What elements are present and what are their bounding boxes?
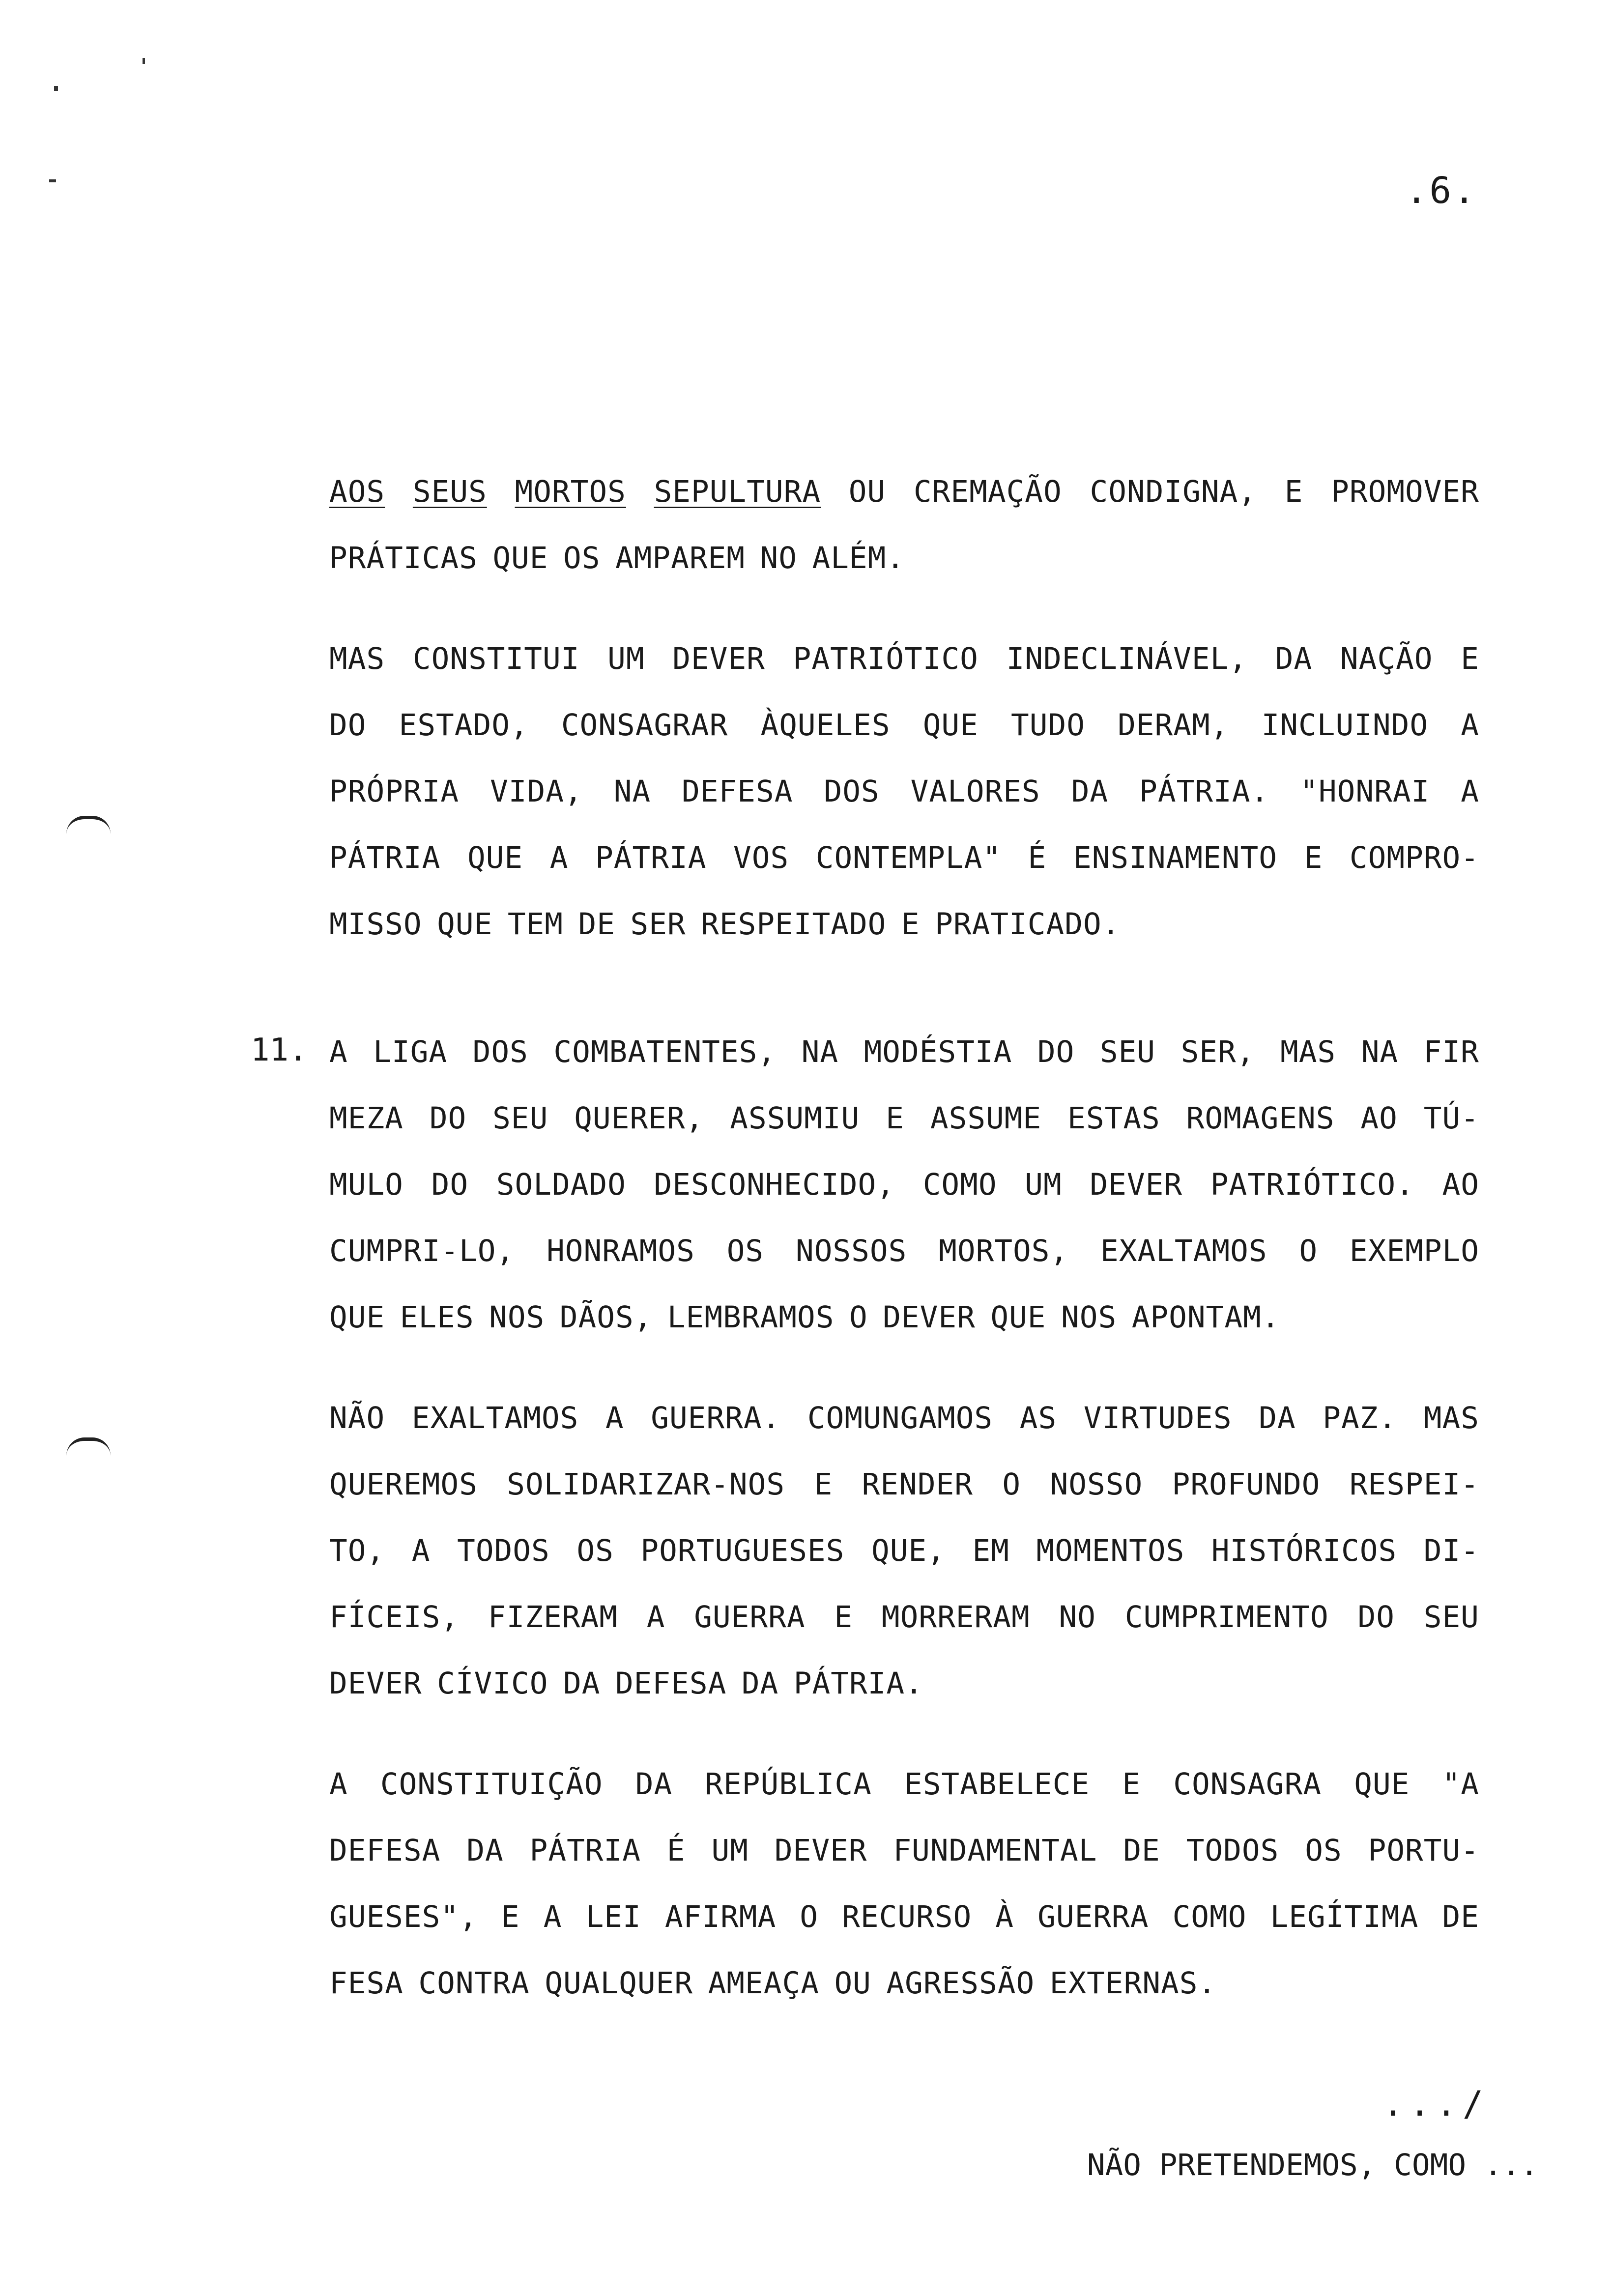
word: EM [972,1533,1009,1568]
text-line [329,708,1479,743]
word: NAÇÃO [1340,641,1433,676]
word: QUE [329,1300,385,1335]
word: DA [635,1767,673,1802]
word: DEVER [1090,1167,1183,1202]
word: ALÉM. [812,541,905,575]
text-line [329,840,1479,876]
word: CONSTITUI [412,641,580,676]
word: QUE [1354,1767,1410,1802]
word: PRÓPRIA [329,774,460,809]
text-line [329,1533,1479,1569]
word: O [1299,1234,1318,1268]
word: FÍCEIS, [329,1600,460,1635]
scan-speck [49,179,56,182]
word: CUMPRI-LO, [329,1234,515,1268]
word: PRÁTICAS [329,541,478,575]
word: ESTAS [1067,1101,1160,1136]
word: DA [1259,1401,1296,1435]
word: COMPRO- [1349,840,1479,875]
word: RESPEITADO [701,907,887,942]
word: NA [1361,1034,1399,1069]
text-line [329,1167,1479,1203]
word: VALORES [910,774,1040,809]
word: AGRESSÃO [886,1966,1035,2001]
word: É [666,1833,686,1868]
word: A [329,1767,348,1802]
word: DA [1071,774,1109,809]
word: ELES [400,1300,474,1335]
word: NO [760,541,797,575]
word: DE [1123,1833,1160,1868]
word: LEI [585,1899,641,1934]
word: MULO [329,1167,403,1202]
word: GUERRA [694,1600,806,1635]
word: LIGA [373,1034,448,1069]
text-line [329,1300,1280,1335]
word: DEVER [883,1300,976,1335]
word: ESTADO, [399,708,529,743]
word: CUMPRIMENTO [1124,1600,1329,1635]
word: QUE [990,1300,1046,1335]
word: QUE [437,907,493,942]
word: DEFESA [682,774,793,809]
word: NÃO [329,1401,385,1435]
word: NA [613,774,651,809]
word: AO [1360,1101,1398,1136]
word: EXEMPLO [1349,1234,1479,1268]
word: OS [726,1234,764,1268]
word: GUESES", [329,1899,478,1934]
word: E [1122,1767,1141,1802]
word: QUE, [871,1533,946,1568]
word: MORTOS, [939,1234,1069,1268]
word: MISSO [329,907,422,942]
word: DESCONHECIDO, [654,1167,895,1202]
word: E [814,1467,833,1502]
word: QUERER, [574,1101,704,1136]
word: AO [1442,1167,1479,1202]
word: GUERRA. [651,1401,781,1435]
word: NOS [489,1300,545,1335]
page-number: .6. [1406,170,1477,212]
word: CREMAÇÃO [913,474,1062,509]
word: DÃOS, [559,1300,653,1335]
word: DA [563,1666,601,1701]
word: DA [1275,641,1313,676]
word: E [1461,641,1479,676]
word: DO [431,1167,469,1202]
word: MAS [329,641,385,676]
text-line [329,774,1479,809]
word: PROMOVER [1331,474,1479,509]
word: APONTAM. [1131,1300,1280,1335]
word: DEVER [672,641,765,676]
word: SER [630,907,686,942]
word: QUE [922,708,979,743]
word: QUALQUER [545,1966,693,2001]
word: QUEREMOS [329,1467,478,1502]
catchword: NÃO PRETENDEMOS, COMO ... [1087,2148,1538,2182]
word: PRATICADO. [935,907,1121,942]
word: SEU [1099,1034,1156,1069]
word: OU [848,474,886,509]
word: FIR [1423,1034,1479,1069]
text-line [329,1767,1479,1802]
word: CONTRA [418,1966,530,2001]
word: REPÚBLICA [705,1767,872,1802]
word: DO [329,708,367,743]
word: FUNDAMENTAL [893,1833,1097,1868]
scan-speck [54,86,58,91]
text-line [329,1966,1216,2001]
word: RECURSO [842,1899,972,1934]
underlined-word: SEUS [412,474,487,509]
word: NOSSO [1050,1467,1143,1502]
word: INDECLINÁVEL, [1006,641,1248,676]
word: LEMBRAMOS [667,1300,835,1335]
word: A [1461,774,1479,809]
word: COMUNGAMOS [807,1401,993,1435]
word: A [646,1600,665,1635]
scan-speck [143,58,145,64]
text-line [329,907,1120,942]
word: A [543,1899,562,1934]
word: OS [1305,1833,1342,1868]
word: TEM [507,907,564,942]
word: E [834,1600,853,1635]
text-line [329,1833,1479,1868]
word: SEU [1423,1600,1479,1635]
word: AMPAREM [615,541,746,575]
word: A [549,840,569,875]
word: "A [1442,1767,1479,1802]
word: NOSSOS [795,1234,907,1268]
underlined-word: SEPULTURA [654,474,821,509]
word: PATRIÓTICO. [1210,1167,1414,1202]
word: "HONRAI [1300,774,1430,809]
word: TODOS [457,1533,550,1568]
word: COMBATENTES, [553,1034,777,1069]
word: CÍVICO [437,1666,548,1701]
word: TÚ- [1423,1101,1479,1136]
word: TUDO [1011,708,1085,743]
text-line [329,1101,1479,1136]
word: RESPEI- [1349,1467,1479,1502]
word: PÁTRIA [529,1833,641,1868]
word: DI- [1423,1533,1479,1568]
word: HONRAMOS [547,1234,695,1268]
word: DEFESA [615,1666,727,1701]
text-line [329,1401,1479,1436]
word: O [1002,1467,1021,1502]
word: VIRTUDES [1083,1401,1232,1435]
word: A [329,1034,348,1069]
word: ENSINAMENTO [1073,840,1277,875]
word: PÁTRIA. [1139,774,1269,809]
word: A [1461,708,1479,743]
word: UM [1025,1167,1062,1202]
word: AFIRMA [664,1899,777,1934]
word: OS [576,1533,614,1568]
text-line [329,1600,1479,1635]
hole-punch-mark [66,816,111,834]
word: TO, [329,1533,385,1568]
word: COMO [922,1167,997,1202]
word: DERAM, [1118,708,1229,743]
word: É [1028,840,1047,875]
word: PROFUNDO [1172,1467,1321,1502]
word: SOLIDARIZAR-NOS [507,1467,785,1502]
word: PORTUGUESES [640,1533,845,1568]
underlined-word: AOS [329,474,385,509]
word: INCLUINDO [1261,708,1429,743]
text-line [329,1899,1479,1935]
word: DOS [472,1034,528,1069]
paragraph-number: 11. [251,1032,308,1068]
word: MAS [1280,1034,1336,1069]
word: CONTEMPLA" [815,840,1002,875]
word: COMO [1172,1899,1247,1934]
text-line [329,641,1479,677]
word: QUE [467,840,523,875]
word: MORRERAM [881,1600,1030,1635]
word: OU [834,1966,871,2001]
text-line [329,1234,1479,1269]
word: MOMENTOS [1036,1533,1185,1568]
word: UM [607,641,645,676]
word: A [605,1401,624,1435]
word: EXTERNAS. [1049,1966,1217,2001]
hole-punch-mark [66,1437,111,1456]
text-line [329,541,905,576]
text-line [329,1467,1479,1502]
word: CONSAGRA [1173,1767,1322,1802]
word: CONSAGRAR [561,708,728,743]
continuation-mark: .../ [1382,2084,1489,2124]
word: NO [1059,1600,1096,1635]
word: DO [1037,1034,1075,1069]
word: LEGÍTIMA [1270,1899,1419,1934]
word: RENDER [862,1467,974,1502]
word: FESA [329,1966,403,2001]
word: PAZ. [1323,1401,1397,1435]
word: À [995,1899,1014,1934]
word: TODOS [1186,1833,1279,1868]
word: MODÉSTIA [864,1034,1012,1069]
word: PORTU- [1368,1833,1479,1868]
word: MAS [1423,1401,1479,1435]
text-line [329,1666,923,1701]
word: PÁTRIA. [793,1666,923,1701]
text-line [329,1034,1479,1070]
word: A [411,1533,431,1568]
word: DA [466,1833,504,1868]
word: NOS [1061,1300,1117,1335]
word: CONDIGNA, [1090,474,1257,509]
word: QUE [492,541,548,575]
word: FIZERAM [488,1600,618,1635]
word: ASSUME [930,1101,1042,1136]
word: SOLDADO [496,1167,626,1202]
word: ROMAGENS [1186,1101,1335,1136]
word: SEU [492,1101,548,1136]
word: HISTÓRICOS [1211,1533,1397,1568]
word: ESTABELECE [904,1767,1090,1802]
word: PÁTRIA [329,840,441,875]
word: ÀQUELES [760,708,891,743]
word: GUERRA [1037,1899,1149,1934]
word: EXALTAMOS [411,1401,579,1435]
word: VOS [733,840,789,875]
word: DE [578,907,615,942]
word: DEVER [329,1666,422,1701]
word: SER, [1180,1034,1255,1069]
word: NA [801,1034,839,1069]
word: VIDA, [490,774,583,809]
word: DO [1357,1600,1395,1635]
word: EXALTAMOS [1100,1234,1267,1268]
word: E [886,1101,904,1136]
word: DA [741,1666,779,1701]
underlined-word: MORTOS [515,474,626,509]
word: E [1304,840,1323,875]
word: O [800,1899,819,1934]
word: O [849,1300,868,1335]
word: PATRIÓTICO [793,641,979,676]
word: DEFESA [329,1833,441,1868]
word: DO [429,1101,467,1136]
word: DEVER [774,1833,867,1868]
word: E [901,907,920,942]
word: AS [1019,1401,1057,1435]
word: CONSTITUIÇÃO [380,1767,603,1802]
word: MEZA [329,1101,403,1136]
word: ASSUMIU [730,1101,860,1136]
word: E [1284,474,1303,509]
word: DE [1442,1899,1479,1934]
word: DOS [824,774,880,809]
word: PÁTRIA [595,840,707,875]
text-line [329,474,1479,510]
word: UM [711,1833,748,1868]
word: OS [563,541,601,575]
word: E [501,1899,520,1934]
word: AMEAÇA [708,1966,819,2001]
